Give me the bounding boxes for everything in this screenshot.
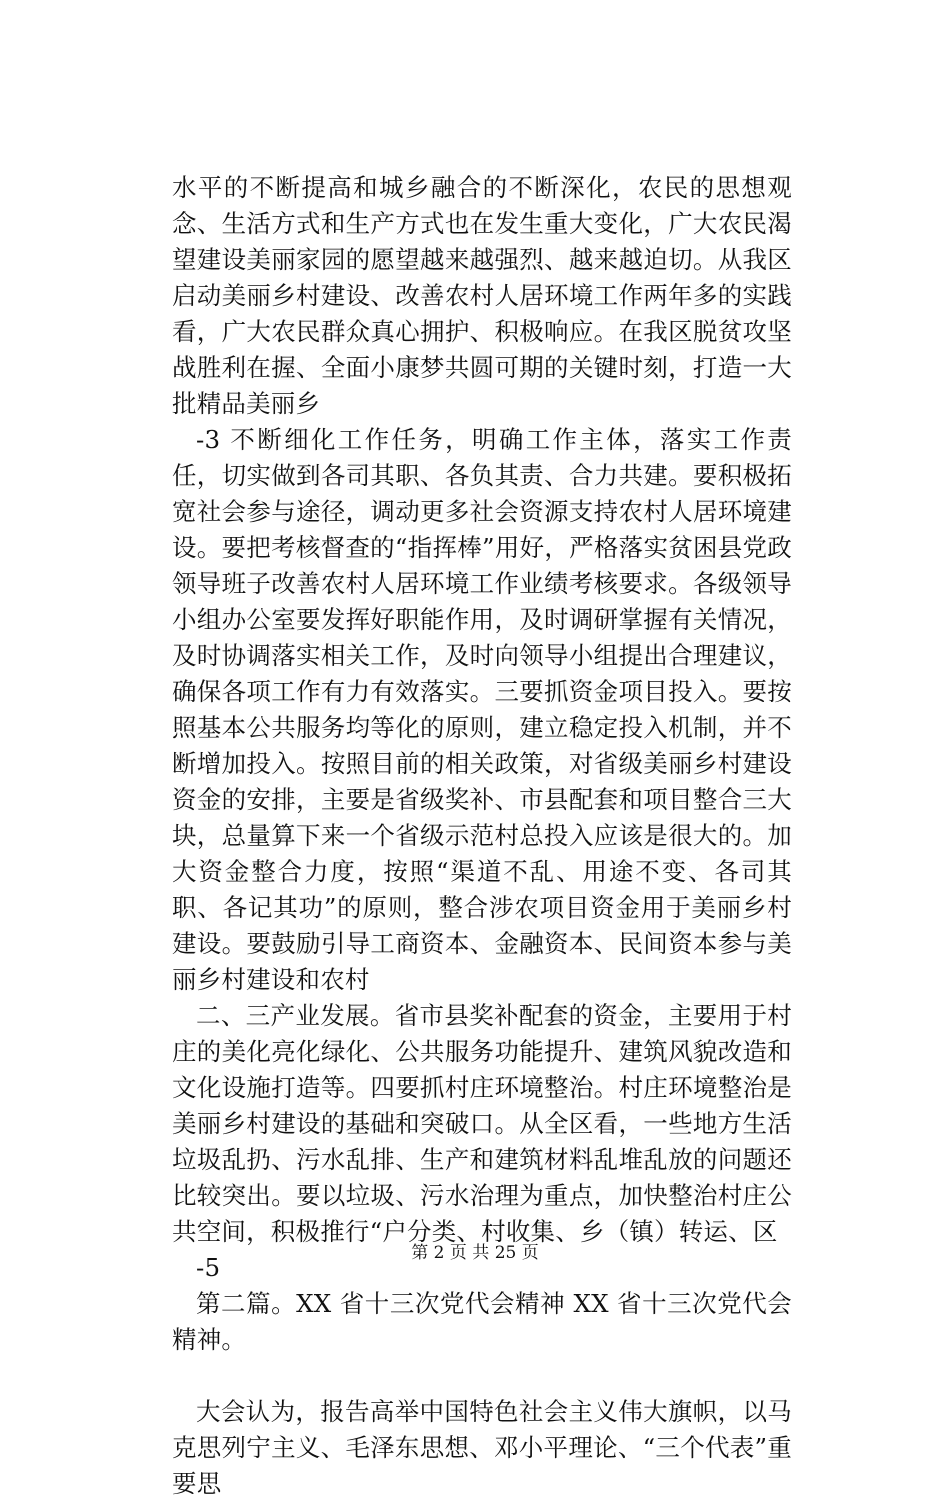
paragraph-1: 水平的不断提高和城乡融合的不断深化，农民的思想观念、生活方式和生产方式也在发生重大变化，广大农民渴望建设美丽家园的愿望越来越强烈、越来越迫切。从我区启动美丽乡村建设、改善农村人居环境工作两年多的实践看，广大农民群众真心拥护、积极响应。在我区脱贫攻坚战胜利在握、全面小康梦共圆可期的关键时刻，打造一大批精品美丽乡 [172,173,792,418]
paragraph-gap [172,1358,792,1394]
paragraph-4: 大会认为，报告高举中国特色社会主义伟大旗帜，以马克思列宁主义、毛泽东思想、邓小平理论、“三个代表”重要思 [172,1397,792,1498]
document-body [172,170,792,1502]
paragraph-2: -3 不断细化工作任务，明确工作主体，落实工作责任，切实做到各司其职、各负其责、合力共建。要积极拓宽社会参与途径，调动更多社会资源支持农村人居环境建设。要把考核督查的“指挥棒”用好，严格落实贫困县党政领导班子改善农村人居环境工作业绩考核要求。各级领导小组办公室要发挥好职能作用，及时调研掌握有关情况，及时协调落实相关工作，及时向领导小组提出合理建议，确保各项工作有力有效落实。三要抓资金项目投入。要按照基本公共服务均等化的原则，建立稳定投入机制，并不断增加投入。按照目前的相关政策，对省级美丽乡村建设资金的安排，主要是省级奖补、市县配套和项目整合三大块，总量算下来一个省级示范村总投入应该是很大的。加大资金整合力度，按照“渠道不乱、用途不变、各司其职、各记其功”的原则，整合涉农项目资金用于美丽乡村建设。要鼓励引导工商资本、金融资本、民间资本参与美丽乡村建设和农村 [172,425,792,994]
section-heading: 第二篇。XX 省十三次党代会精神 XX 省十三次党代会精神。 [172,1289,792,1354]
page-marker: -5 [196,1253,221,1282]
paragraph-3: 二、三产业发展。省市县奖补配套的资金，主要用于村庄的美化亮化绿化、公共服务功能提升、建筑风貌改造和文化设施打造等。四要抓村庄环境整治。村庄环境整治是美丽乡村建设的基础和突破口。从全区看，一些地方生活垃圾乱扔、污水乱排、生产和建筑材料乱堆乱放的问题还比较突出。要以垃圾、污水治理为重点，加快整治村庄公共空间，积极推行“户分类、村收集、乡（镇）转运、区 [172,1001,792,1246]
page-footer: 第 2 页 共 25 页 [411,1243,539,1263]
